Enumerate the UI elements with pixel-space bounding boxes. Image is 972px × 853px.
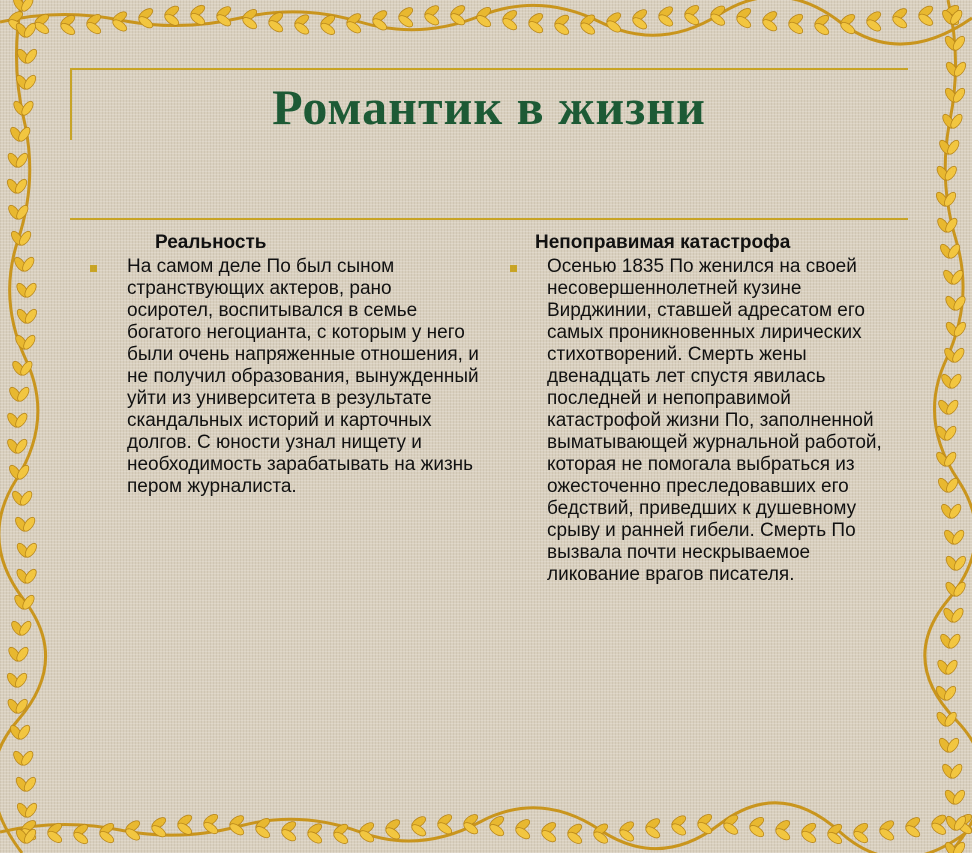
leaf-ornament	[787, 12, 805, 36]
leaf-ornament	[774, 818, 792, 842]
square-bullet-icon	[90, 265, 97, 272]
leaf-ornament	[891, 6, 909, 30]
leaf-ornament	[410, 814, 428, 838]
leaf-ornament	[939, 372, 963, 390]
leaf-ornament	[6, 203, 30, 221]
leaf-ornament	[917, 4, 935, 28]
leaf-ornament	[254, 816, 272, 840]
leaf-ornament	[904, 815, 922, 839]
leaf-ornament	[553, 13, 571, 37]
left-column-heading: Реальность	[155, 232, 267, 253]
leaf-ornament	[935, 710, 959, 728]
leaf-ornament	[683, 3, 701, 27]
leaf-ornament	[942, 606, 966, 624]
right-column	[500, 232, 900, 586]
leaf-ornament	[936, 476, 960, 494]
leaf-ornament	[657, 5, 675, 29]
leaf-ornament	[839, 12, 857, 36]
leaf-ornament	[930, 813, 948, 837]
leaf-ornament	[935, 216, 959, 234]
left-column	[80, 232, 480, 498]
leaf-ornament	[944, 294, 968, 312]
leaf-ornament	[748, 815, 766, 839]
leaf-ornament	[13, 333, 37, 351]
leaf-ornament	[137, 6, 155, 30]
square-bullet-icon	[510, 265, 517, 272]
leaf-ornament	[940, 762, 964, 780]
leaf-ornament	[605, 11, 623, 35]
leaf-ornament	[293, 13, 311, 37]
leaf-ornament	[397, 5, 415, 29]
leaf-ornament	[935, 164, 959, 182]
leaf-ornament	[124, 819, 142, 843]
leaf-ornament	[15, 567, 39, 585]
leaf-ornament	[358, 820, 376, 844]
leaf-ornament	[280, 819, 298, 843]
leaf-ornament	[944, 320, 968, 338]
leaf-ornament	[241, 7, 259, 31]
leaf-ornament	[943, 788, 967, 806]
leaf-ornament	[13, 593, 37, 611]
leaf-ornament	[735, 6, 753, 30]
leaf-ornament	[938, 242, 962, 260]
leaf-ornament	[937, 138, 961, 156]
leaf-ornament	[939, 502, 963, 520]
leaf-ornament	[436, 812, 454, 836]
leaf-ornament	[934, 450, 958, 468]
leaf-ornament	[9, 619, 33, 637]
leaf-ornament	[5, 177, 29, 195]
right-bullet-item	[500, 256, 900, 586]
leaf-ornament	[944, 580, 968, 598]
page-title: Романтик в жизни	[272, 79, 706, 135]
leaf-ornament	[540, 820, 558, 844]
leaf-ornament	[938, 632, 962, 650]
leaf-ornament	[7, 645, 31, 663]
leaf-ornament	[936, 398, 960, 416]
leaf-ornament	[8, 723, 32, 741]
leaf-ornament	[813, 13, 831, 37]
leaf-ornament	[13, 515, 37, 533]
leaf-ornament	[215, 4, 233, 28]
leaf-ornament	[696, 812, 714, 836]
title-separator-rule	[70, 218, 908, 220]
leaf-ornament	[514, 817, 532, 841]
leaf-ornament	[670, 814, 688, 838]
leaf-ornament	[319, 13, 337, 37]
leaf-ornament	[5, 671, 29, 689]
right-bullet-text: Осенью 1835 По женился на своей несовершеннолетней кузине Вирджинии, ставшей адресатом его самых проникновенных лирических стихотворений. Смерть жены двенадцать лет спустя явилась последней и непоправимой катастрофой жизни По, заполненной выматывающей журнальной работой, которая не помогала выбраться из ожесточенно преследовавших его бедствий, приведших к душевному срыву и ранней гибели. Смерть По вызвала почти нескрываемое ликование врагов писателя.	[547, 256, 882, 585]
leaf-ornament	[12, 99, 36, 117]
leaf-ornament	[5, 437, 29, 455]
leaf-ornament	[722, 813, 740, 837]
leaf-ornament	[10, 489, 34, 507]
leaf-ornament	[59, 13, 77, 37]
leaf-ornament	[12, 255, 36, 273]
leaf-ornament	[15, 47, 39, 65]
leaf-ornament	[631, 7, 649, 31]
leaf-ornament	[7, 463, 31, 481]
leaf-ornament	[937, 736, 961, 754]
leaf-ornament	[566, 822, 584, 846]
leaf-ornament	[15, 541, 39, 559]
leaf-ornament	[579, 13, 597, 37]
leaf-ornament	[15, 801, 39, 819]
leaf-ornament	[501, 8, 519, 32]
left-bullet-item	[80, 256, 480, 498]
leaf-ornament	[852, 821, 870, 845]
leaf-ornament	[189, 3, 207, 27]
right-column-heading: Непоправимая катастрофа	[535, 232, 791, 253]
leaf-ornament	[423, 3, 441, 27]
left-bullet-text: На самом деле По был сыном странствующих актеров, рано осиротел, воспитывался в семье богатого негоцианта, с которым у него были очень напряженные отношения, и не получил образования, вынужденный уйти из университета в результате скандальных историй и карточных долгов. С юности узнал нищету и необходимость зарабатывать на жизнь пером журналиста.	[127, 256, 479, 497]
leaf-ornament	[5, 411, 29, 429]
leaf-ornament	[709, 4, 727, 28]
leaf-ornament	[644, 816, 662, 840]
leaf-ornament	[942, 528, 966, 546]
leaf-ornament	[15, 307, 39, 325]
title-frame-top-rule	[70, 68, 908, 70]
leaf-ornament	[944, 554, 968, 572]
leaf-ornament	[878, 819, 896, 843]
leaf-ornament	[11, 749, 35, 767]
leaf-ornament	[98, 821, 116, 845]
leaf-ornament	[6, 151, 30, 169]
leaf-ornament	[865, 10, 883, 34]
leaf-ornament	[15, 281, 39, 299]
leaf-ornament	[475, 5, 493, 29]
leaf-ornament	[371, 8, 389, 32]
leaf-ornament	[7, 385, 31, 403]
leaf-ornament	[306, 822, 324, 846]
leaf-ornament	[176, 813, 194, 837]
leaf-ornament	[11, 0, 35, 13]
leaf-ornament	[527, 11, 545, 35]
leaf-ornament	[14, 775, 38, 793]
leaf-ornament	[800, 821, 818, 845]
leaf-ornament	[761, 9, 779, 33]
leaf-ornament	[936, 658, 960, 676]
